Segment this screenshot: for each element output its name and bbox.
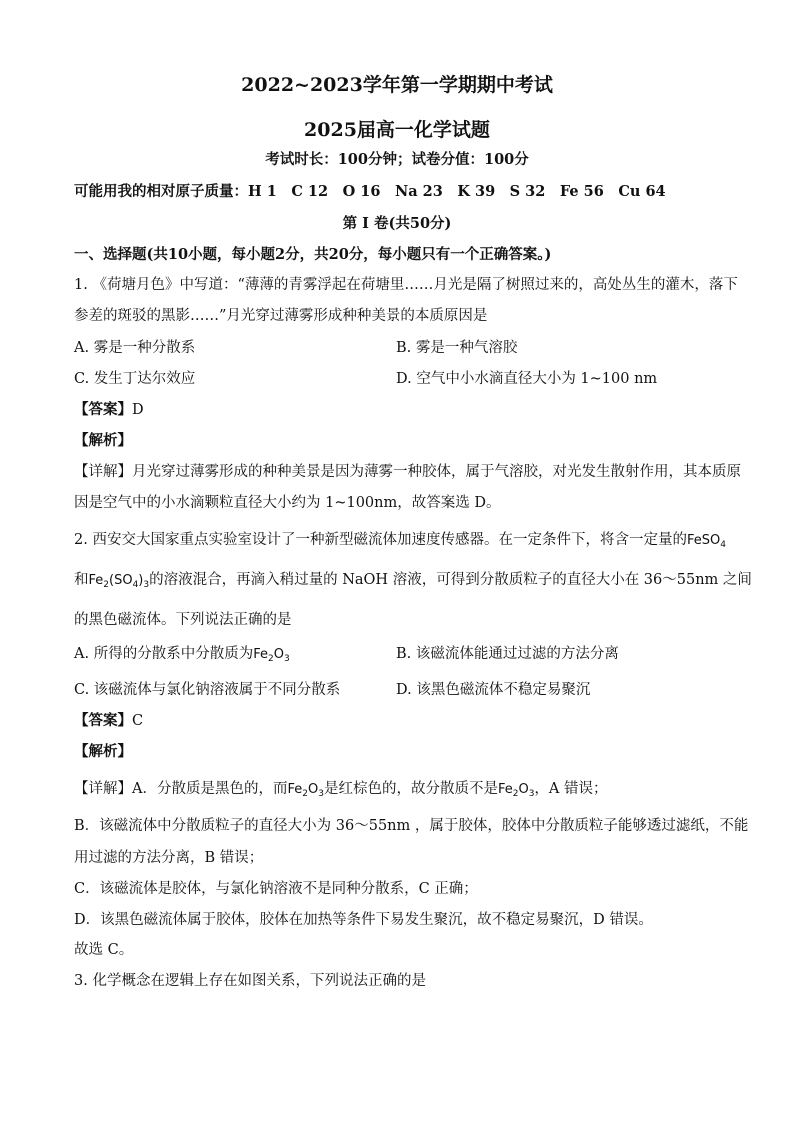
q1-detail-line2: 因是空气中的小水滴颗粒直径大小约为 1~100nm，故答案选 D。: [74, 495, 501, 511]
q2-answer: [74, 711, 724, 731]
exam-info: 考试时长：100分钟；试卷分值：100分: [265, 151, 529, 168]
q2-option-b: B. 该磁流体能通过过滤的方法分离: [396, 646, 619, 662]
section-title: 一、选择题(共10小题，每小题2分，共20分，每小题只有一个正确答案。): [74, 246, 552, 263]
q3-stem: 3. 化学概念在逻辑上存在如图关系，下列说法正确的是: [74, 973, 426, 989]
q2-analysis-label: 【解析】: [74, 743, 132, 760]
formula-fe2o3: $Fe_2O_3$: [253, 647, 290, 664]
q1-analysis-label: 【解析】: [74, 432, 132, 449]
q2-detail-c: C．该磁流体是胶体，与氯化钠溶液不是同种分散系，C 正确；: [74, 881, 478, 897]
q2-stem-text: 2. 西安交大国家重点实验室设计了一种新型磁流体加速度传感器。在一定条件下，将含一定量的: [74, 532, 687, 548]
q1-answer: [74, 400, 724, 420]
answer-label: 【答案】: [74, 712, 132, 729]
formula-fe2so43: $Fe_2(SO_4)_3$: [88, 573, 150, 590]
atomic-masses: 可能用我的相对原子质量：H 1 C 12 O 16 Na 23 K 39 S 32 Fe 56 Cu 64: [74, 183, 666, 200]
q1-detail-line1: 【详解】月光穿过薄雾形成的种种美景是因为薄雾一种胶体，属于气溶胶，对光发生散射作用，其本质原: [74, 464, 741, 480]
q1-option-b: B. 雾是一种气溶胶: [396, 340, 518, 356]
q2-detail-a: 【详解】A．分散质是黑色的，而$Fe_2O_3$是红棕色的，故分散质不是$Fe_2O_3$，A 错误；: [74, 781, 608, 799]
q2-option-d: D. 该黑色磁流体不稳定易聚沉: [396, 682, 591, 698]
q2-stem-line1: [74, 530, 724, 555]
answer-value: D: [132, 402, 144, 418]
formula-fe2o3: $Fe_2O_3$: [287, 782, 324, 799]
q2-stem-line3: 的黑色磁流体。下列说法正确的是: [74, 612, 292, 628]
q2-conclusion: 故选 C。: [74, 942, 134, 958]
q2-detail-b-line1: B．该磁流体中分散质粒子的直径大小为 36～55nm ，属于胶体，胶体中分散质粒子能够透过滤纸，不能: [74, 818, 749, 834]
exam-subtitle: 2025届高一化学试题: [304, 119, 490, 141]
q2-detail-b-line2: 用过滤的方法分离，B 错误；: [74, 850, 264, 866]
q2-and: 和: [74, 572, 89, 588]
formula-fe2o3: $Fe_2O_3$: [497, 782, 535, 799]
q1-stem-line1: 1. 《荷塘月色》中写道：“薄薄的青雾浮起在荷塘里……月光是隔了树照过来的，高处丛生的灌木，落下: [74, 277, 738, 293]
part-title: 第 I 卷(共50分): [342, 215, 452, 232]
q2-detail-d: D．该黑色磁流体属于胶体，胶体在加热等条件下易发生聚沉，故不稳定易聚沉，D 错误。: [74, 912, 653, 928]
q1-stem-line2: 参差的斑驳的黑影……”月光穿过薄雾形成种种美景的本质原因是: [74, 308, 488, 324]
q2-stem-line2: [74, 570, 752, 595]
formula-feso4: FeSO$_4$: [686, 533, 726, 550]
answer-label: 【答案】: [74, 401, 132, 418]
q2-stem-text2: 的溶液混合，再滴入稍过量的 NaOH 溶液，可得到分散质粒子的直径大小在 36～55nm 之间: [149, 572, 752, 588]
q2-option-a: A. 所得的分散系中分散质为$Fe_2O_3$: [74, 646, 290, 664]
q1-option-a: A. 雾是一种分散系: [74, 340, 196, 356]
exam-title: 2022~2023学年第一学期期中考试: [241, 74, 553, 96]
q1-option-c: C. 发生丁达尔效应: [74, 371, 196, 387]
q1-option-d: D. 空气中小水滴直径大小为 1~100 nm: [396, 371, 658, 387]
q2-option-c: C. 该磁流体与氯化钠溶液属于不同分散系: [74, 682, 341, 698]
answer-value: C: [132, 713, 144, 729]
